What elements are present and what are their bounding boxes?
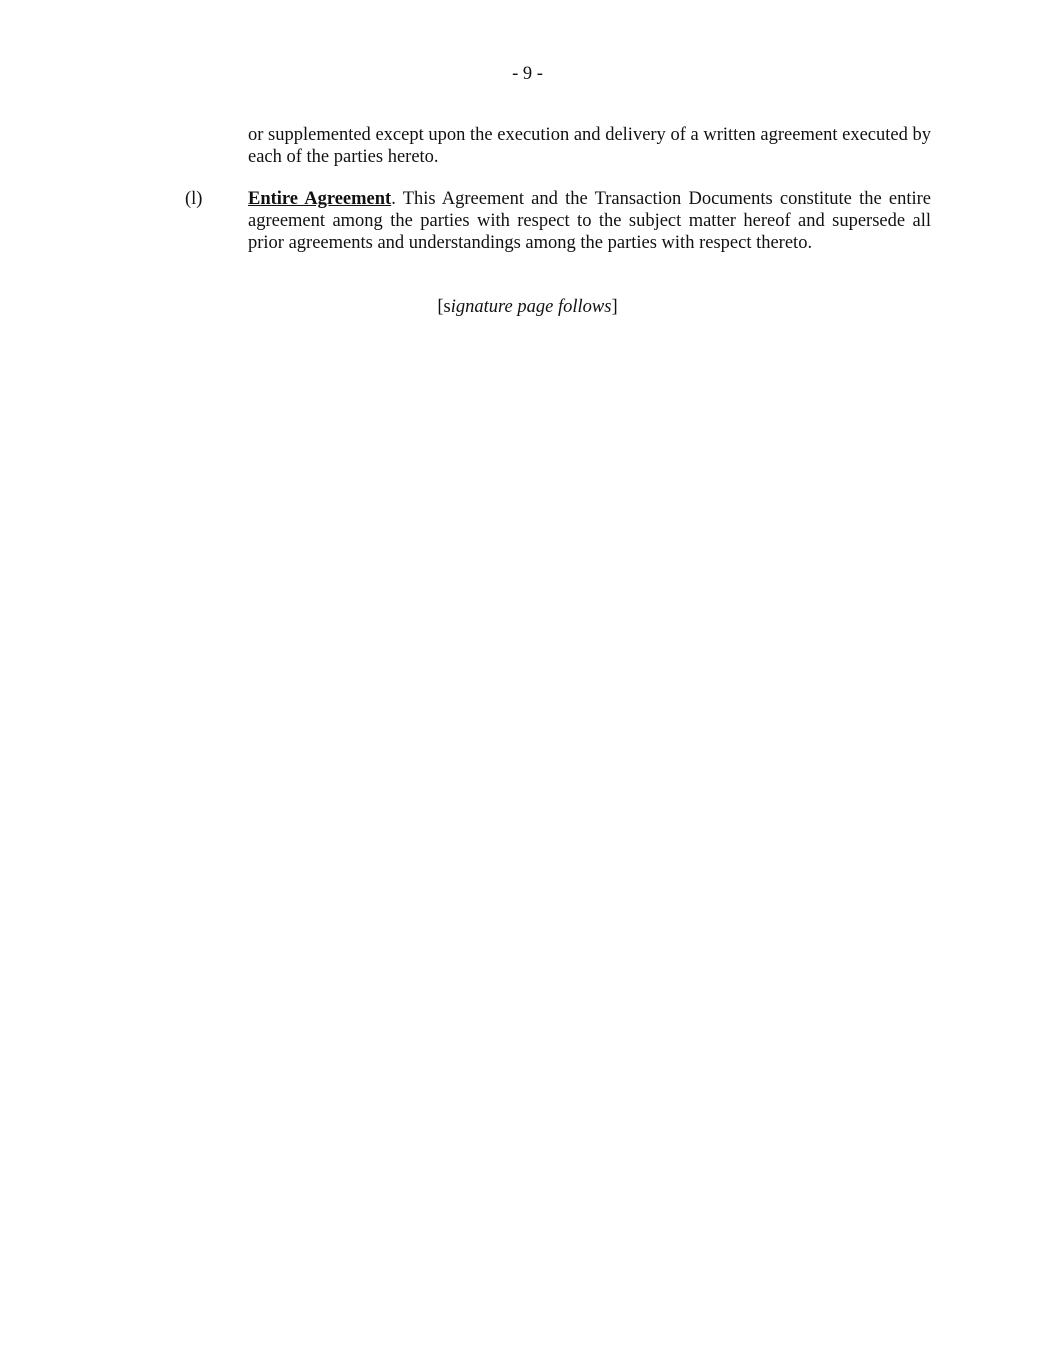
signature-page-note	[0, 295, 1055, 319]
clause-marker: (l)	[185, 189, 203, 209]
signature-note-close: ]	[611, 297, 618, 317]
signature-note-italic: ignature page follows	[450, 297, 612, 317]
clause-heading: Entire Agreement	[248, 189, 392, 209]
entire-agreement-clause	[248, 188, 931, 254]
clause-text: . This Agreement and the Transaction Documents constitute the entire agreement among the parties with respect to the subject matter hereof and supersede all prior agreements and understandings among the parties with respect thereto.	[248, 189, 932, 253]
page-number: - 9 -	[512, 64, 543, 84]
signature-note-open: [s	[437, 297, 451, 317]
continuation-paragraph: or supplemented except upon the execution and delivery of a written agreement executed by each of the parties hereto.	[248, 125, 931, 167]
